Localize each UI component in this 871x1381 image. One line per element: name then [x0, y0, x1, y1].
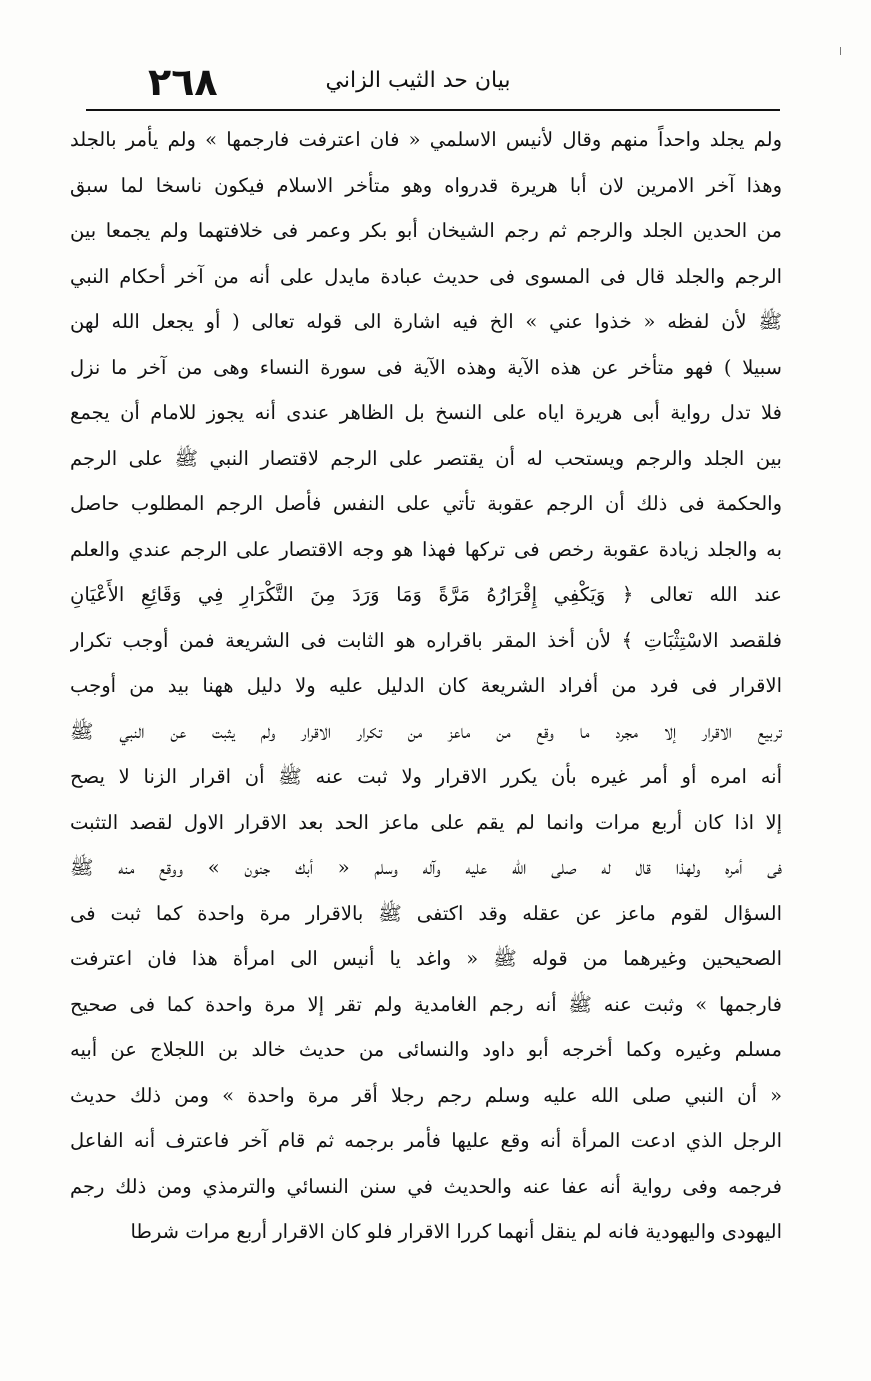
text-line: الرجم والجلد قال فى المسوى فى حديث عبادة مايدل على أنه من آخر أحكام النبي	[70, 264, 782, 288]
text-line: ﷺ لأن لفظه « خذوا عني » الخ فيه اشارة الى قوله تعالى ( أو يجعل الله لهن	[70, 310, 782, 333]
text-line: إلا اذا كان أربع مرات وانما لم يقم على ماعز الحد بعد الاقرار الاول لقصد التثبت	[70, 810, 782, 834]
text-line: اليهودى واليهودية فانه لم ينقل أنهما كررا الاقرار فلو كان الاقرار أربع مرات شرطا	[130, 1220, 782, 1243]
text-line: من الحدين الجلد والرجم ثم رجم الشيخان أبو بكر وعمر فى خلافتهما ولم يجمعا بين	[70, 219, 782, 242]
text-line: فلقصد الاسْتِثْبَاتِ ﴾ لأن أخذ المقر باقراره هو الثابت فى الشريعة فمن أوجب تكرار	[70, 628, 782, 652]
text-line: وهذا آخر الامرين لان أبا هريرة قدرواه وهو متأخر الاسلام فيكون ناسخا لما سبق	[70, 173, 782, 197]
text-line: عند الله تعالى ﴿ وَيَكْفِي إِقْرَارُهُ مَرَّةً وَمَا وَرَدَ مِنَ التَّكْرَارِ فِي وَقَائِعِ الأَعْيَانِ	[70, 583, 782, 606]
text-line: الاقرار فى فرد من أفراد الشريعة كان الدليل عليه ولا دليل ههنا بيد من أوجب	[70, 674, 782, 697]
text-line: « أن النبي صلى الله عليه وسلم رجم رجلا أقر مرة واحدة » ومن ذلك حديث	[70, 1083, 782, 1107]
text-line: بين الجلد والرجم ويستحب له أن يقتصر على الرجم لاقتصار النبي ﷺ على الرجم	[70, 446, 782, 470]
page-number: ٢٦٨	[148, 60, 218, 104]
text-line: به والجلد زيادة عقوبة رخص فى تركها فهذا هو وجه الاقتصار على الرجم عندي والعلم	[70, 537, 782, 561]
text-line: سبيلا ) فهو متأخر عن هذه الآية وهذه الآية فى سورة النساء وهى من آخر ما نزل	[70, 355, 782, 379]
text-line: فارجمها » وثبت عنه ﷺ أنه رجم الغامدية ولم تقر إلا مرة واحدة كما فى صحيح	[70, 992, 782, 1016]
text-line: الصحيحين وغيرهما من قوله ﷺ « واغد يا أنيس الى امرأة هذا فان اعترفت	[70, 947, 782, 970]
stray-ink-mark	[840, 47, 841, 55]
text-line: تربيع الاقرار إلا مجرد ما وقع من ماعز من تكرار الاقرار ولم يثبت عن النبي ﷺ	[70, 719, 782, 743]
text-line: فلا تدل رواية أبى هريرة اياه على النسخ بل الظاهر عندى أنه يجوز للامام أن يجمع	[70, 401, 782, 424]
text-line: فرجمه وفى رواية أنه عفا عنه والحديث في سنن النسائي والترمذي ومن ذلك رجم	[70, 1174, 782, 1198]
header-rule	[86, 109, 780, 111]
text-line: والحكمة فى ذلك أن الرجم عقوبة تأتي على النفس فأصل الرجم المطلوب حاصل	[70, 492, 782, 515]
text-line: ولم يجلد واحداً منهم وقال لأنيس الاسلمي « فان اعترفت فارجمها » ولم يأمر بالجلد	[70, 128, 782, 151]
text-line: الرجل الذي ادعت المرأة أنه وقع عليها فأمر برجمه ثم قام آخر فاعترف أنه الفاعل	[70, 1129, 782, 1152]
running-title: بيان حد الثيب الزاني	[325, 68, 511, 93]
text-line: أنه امره أو أمر غيره بأن يكرر الاقرار ولا ثبت عنه ﷺ أن اقرار الزنا لا يصح	[70, 765, 782, 788]
body-text	[70, 117, 782, 1255]
text-line: مسلم وغيره وكما أخرجه أبو داود والنسائى من حديث خالد بن اللجلاج عن أبيه	[70, 1038, 782, 1061]
text-line: فى أمره ولهذا قال له صلى الله عليه وآله وسلم « أبك جنون » ووقع منه ﷺ	[70, 856, 782, 879]
text-line: السؤال لقوم ماعز عن عقله وقد اكتفى ﷺ بالاقرار مرة واحدة كما ثبت فى	[70, 901, 782, 925]
